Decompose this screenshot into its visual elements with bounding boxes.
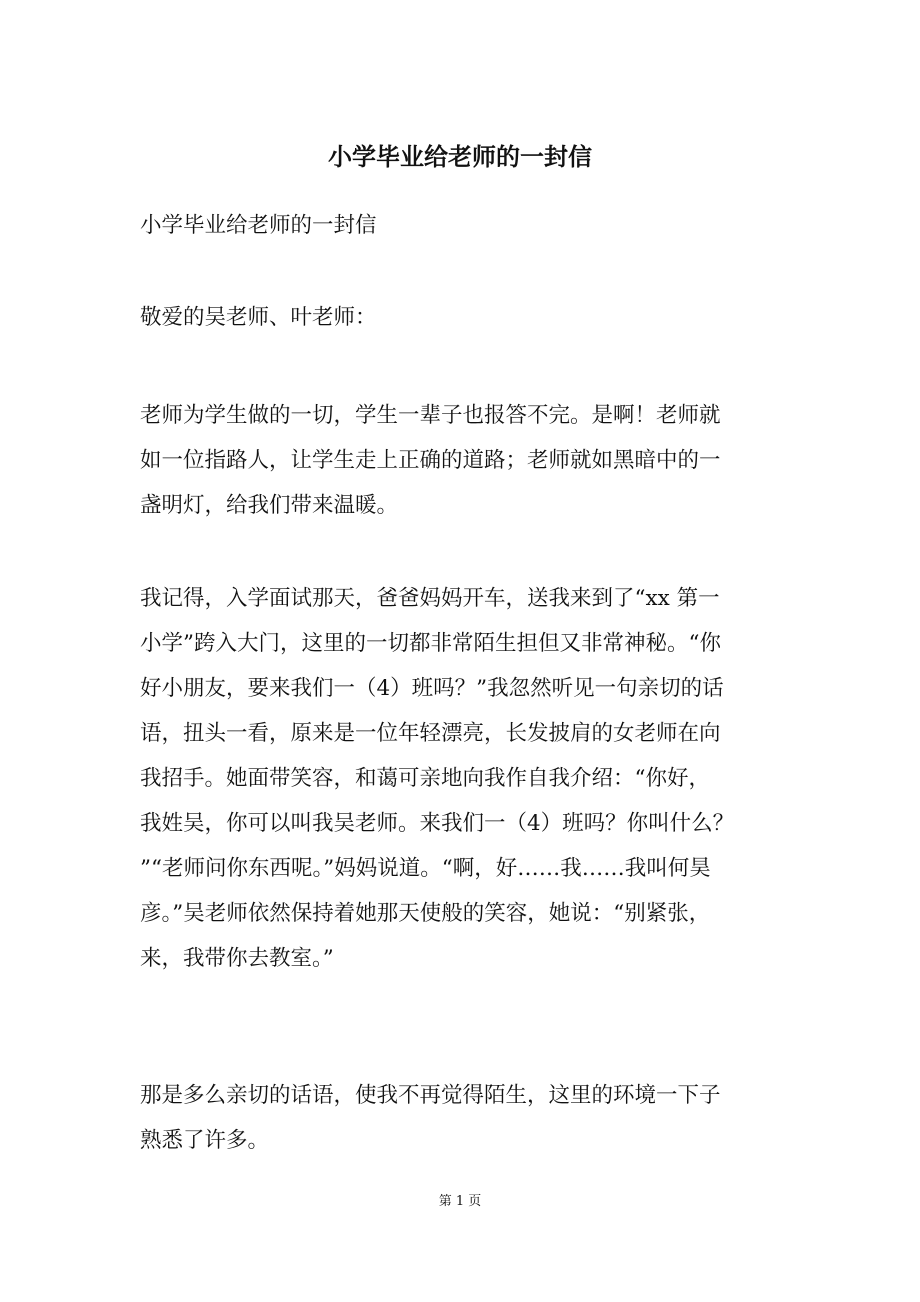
paragraph-line: 我姓吴，你可以叫我吴老师。来我们一（4）班吗？你叫什么？ [140,811,735,836]
paragraph-line: 语，扭头一看，原来是一位年轻漂亮，长发披肩的女老师在向 [140,721,721,746]
paragraph-1 [140,393,790,528]
paragraph-line: 我记得，入学面试那天，爸爸妈妈开车，送我来到了“xx 第一 [140,586,720,611]
paragraph-line: 我招手。她面带笑容，和蔼可亲地向我作自我介绍：“你好， [140,766,710,791]
paragraph-3 [140,1073,790,1163]
paragraph-line: 那是多么亲切的话语，使我不再觉得陌生，这里的环境一下子 [140,1083,721,1108]
paragraph-line: 老师为学生做的一切，学生一辈子也报答不完。是啊！老师就 [140,403,721,428]
paragraph-line: 小学”跨入大门，这里的一切都非常陌生担但又非常神秘。“你 [140,631,721,656]
subtitle-text: 小学毕业给老师的一封信 [140,213,377,238]
paragraph-line: 盏明灯，给我们带来温暖。 [140,493,399,518]
paragraph-line: 熟悉了许多。 [140,1128,270,1153]
subtitle [140,203,790,248]
paragraph-line: 彦。”吴老师依然保持着她那天使般的笑容，她说：“别紧张， [140,901,711,926]
document-title: 小学毕业给老师的一封信 [328,142,592,171]
greeting [140,295,790,340]
paragraph-line: 来，我带你去教室。” [140,946,334,971]
paragraph-line: 如一位指路人，让学生走上正确的道路；老师就如黑暗中的一 [140,448,721,473]
page-number: 第 1 页 [438,1194,482,1209]
paragraph-line: ”“老师问你东西呢。”妈妈说道。“啊，好……我……我叫何昊 [140,856,711,881]
greeting-text: 敬爱的吴老师、叶老师： [140,305,377,330]
paragraph-2 [140,576,790,981]
paragraph-line: 好小朋友，要来我们一（4）班吗？”我忽然听见一句亲切的话 [140,676,724,701]
